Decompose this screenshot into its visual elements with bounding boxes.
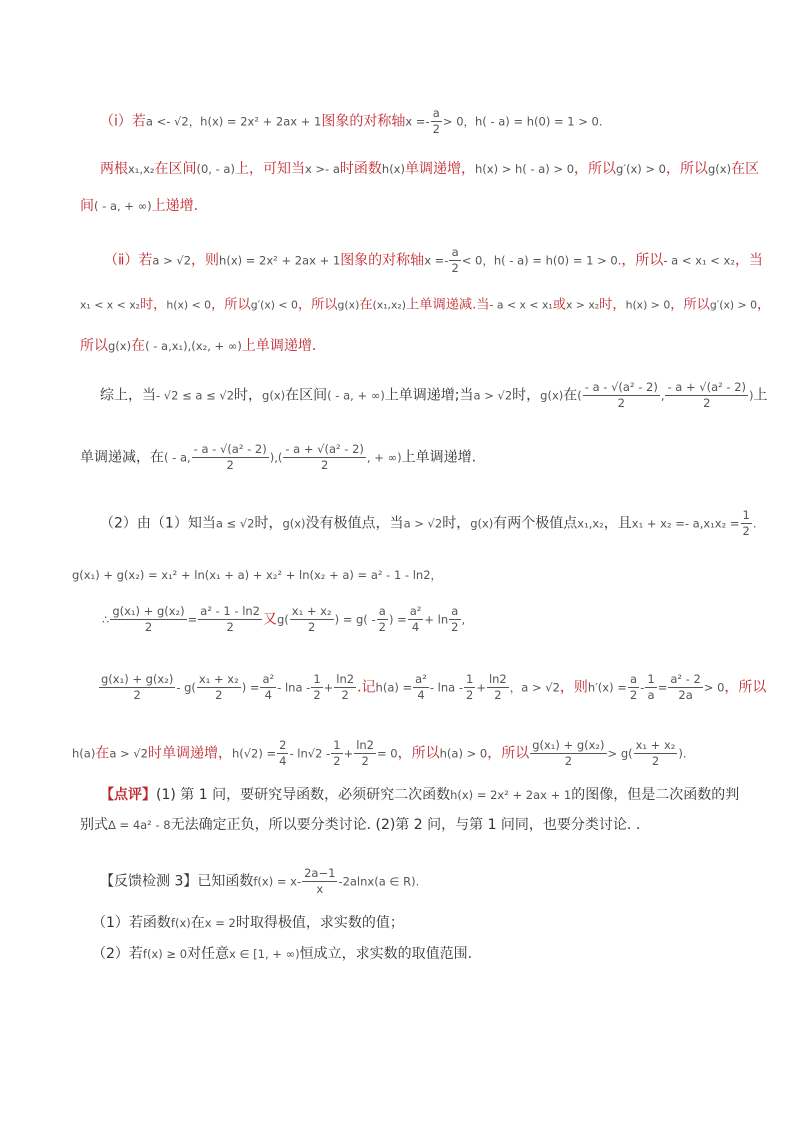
math-segment: x₁,x₂ [577, 516, 604, 531]
text-segment: ，当 [734, 252, 763, 269]
root-fraction [583, 380, 660, 411]
text-segment: 没有极值点，当 [305, 515, 404, 532]
fraction-numerator: a [628, 672, 639, 688]
text-segment: 上单调递增. [401, 449, 477, 466]
math-segment: ， [509, 680, 522, 695]
root-fraction [192, 442, 269, 473]
fraction-denominator: x [316, 882, 324, 896]
math-segment: . [752, 516, 757, 531]
fraction-denominator: 2 [341, 688, 349, 702]
text-segment: 时， [442, 515, 471, 532]
case1-line-2 [100, 160, 759, 178]
feedback-label: 【反馈检测 3】已知函数 [100, 873, 254, 890]
text-segment: (1) 第 1 问，要研究导函数，必须研究二次函数 [156, 787, 451, 803]
text-segment: 在 [95, 745, 110, 762]
equation-1: g(x₁) + g(x₂) = x₁² + ln(x₁ + a) + x₂² + ln(x₂ + a) = a² - 1 - ln2， [72, 568, 443, 582]
math-segment: f(x) = x- [253, 874, 302, 889]
math-segment: a > √2 [403, 516, 443, 531]
fraction [408, 604, 424, 635]
math-segment: ),( [269, 450, 283, 465]
math-segment: g( [277, 612, 289, 627]
text-segment: ，且 [603, 515, 632, 532]
case2-line-2 [80, 296, 770, 313]
text-segment: （2）由（1）知当 [100, 515, 216, 532]
fraction-denominator: 2 [378, 620, 386, 634]
text-segment: 上单调递增;当 [384, 387, 474, 404]
fraction-numerator: a [431, 106, 442, 122]
text-segment: 间 [80, 198, 94, 214]
text-segment: 或 [552, 296, 566, 313]
fraction-numerator: x₁ + x₂ [198, 672, 239, 686]
math-segment: , [660, 388, 665, 403]
equation-3 [98, 672, 766, 703]
therefore-symbol: ∴ [102, 612, 110, 627]
math-segment: x₁,x₂ [128, 162, 155, 176]
text-segment: 在 [359, 296, 373, 313]
fraction-numerator: 1 [742, 508, 750, 522]
math-segment: Δ = 4a² - 8 [108, 818, 171, 832]
fraction-denominator: 2 [451, 261, 459, 275]
fraction-denominator: 2 [703, 396, 711, 410]
fraction [645, 672, 656, 703]
fraction [354, 738, 376, 769]
fraction-denominator: a [647, 688, 655, 702]
fraction [530, 738, 606, 769]
fraction-numerator: x₁ + x₂ [635, 738, 676, 752]
text-segment: 综上，当 [100, 387, 156, 404]
fraction-numerator: a² - 2 [670, 672, 701, 686]
fraction-denominator: 2 [564, 754, 573, 768]
case1-line [100, 106, 603, 137]
text-segment: 在 [131, 338, 146, 354]
fraction-numerator: - a - √(a² - 2) [584, 380, 658, 394]
text-segment: 两根 [100, 161, 128, 177]
case1-axis-post: > 0，h( - a) = h(0) = 1 > 0. [442, 114, 603, 129]
text-segment: 在 [190, 915, 205, 931]
fraction-numerator: ln2 [488, 672, 507, 686]
fraction-denominator: 4 [417, 688, 425, 702]
math-segment: g′(x) < 0 [250, 297, 298, 312]
text-segment: 在区间 [154, 161, 197, 177]
feedback-question-2 [92, 945, 472, 963]
fraction [198, 604, 262, 635]
fraction [197, 672, 241, 703]
text-segment: （2）若 [92, 946, 143, 962]
text-segment: ，则 [191, 252, 220, 269]
fraction-denominator: 2 [629, 688, 638, 702]
fraction-numerator: g(x₁) + g(x₂) [532, 738, 605, 752]
text-segment: ，所以 [621, 252, 664, 269]
math-segment: h′(x) = [587, 680, 627, 695]
fraction-numerator: g(x₁) + g(x₂) [101, 672, 174, 686]
equation-4 [72, 738, 687, 769]
text-segment: 有两个极值点 [493, 515, 578, 532]
fraction [628, 672, 639, 703]
fraction-numerator: - a + √(a² - 2) [285, 442, 364, 456]
text-segment: 上，可知当 [234, 161, 305, 177]
math-segment: > g( [607, 746, 633, 761]
feedback-heading [100, 866, 419, 897]
math-segment: a ≤ √2 [215, 516, 255, 531]
root-fraction [283, 442, 366, 473]
fraction [464, 672, 475, 703]
text-segment: ，则 [559, 679, 588, 696]
fraction [99, 672, 175, 703]
math-segment: - g( [176, 680, 196, 695]
math-segment: > 0 [703, 680, 725, 695]
comment-line-2 [80, 816, 640, 834]
math-segment: f(x) [170, 916, 191, 930]
math-segment: + ln [424, 612, 449, 627]
text-segment: 在区间 [285, 387, 328, 404]
fraction-numerator: 2a−1 [304, 866, 336, 880]
math-segment: ( - a, [164, 450, 191, 465]
case1-condition: a <- √2 [145, 114, 189, 129]
text-segment: 时， [254, 515, 283, 532]
comment-line [100, 786, 739, 804]
math-segment: x > x₂ [565, 297, 600, 312]
math-segment: h(x) > 0 [625, 297, 671, 312]
math-segment: + [476, 680, 486, 695]
summary-line [100, 380, 768, 411]
math-segment: a > √2 [109, 746, 148, 761]
case2-hx: h(x) = 2x² + 2ax + 1 [219, 253, 341, 268]
fraction-numerator: 2 [279, 738, 287, 752]
text-segment: 在区 [731, 161, 760, 177]
fraction-numerator: x₁ + x₂ [291, 604, 332, 618]
text-segment: 上单调递减.当 [406, 296, 490, 313]
text-segment: ，所以 [211, 296, 251, 313]
case2-label: （ⅱ）若 [104, 252, 153, 269]
math-segment: a > √2 [521, 680, 560, 695]
text-segment: 所以 [80, 338, 108, 354]
text-segment: 又 [263, 611, 277, 628]
fraction-numerator: 1 [647, 672, 655, 686]
fraction [331, 738, 342, 769]
fraction-denominator: 2 [651, 754, 660, 768]
case1-axis-label: 图象的对称轴 [321, 113, 406, 130]
fraction [260, 672, 276, 703]
text-segment: （1）若函数 [92, 915, 171, 931]
case1-hx: ，h(x) = 2x² + 2ax + 1 [188, 114, 322, 129]
math-segment: x₁ + x₂ =- a,x₁x₂ = [631, 516, 740, 531]
fraction-denominator: 2 [494, 688, 502, 702]
math-segment: ( [577, 388, 582, 403]
fraction-numerator: ln2 [336, 672, 355, 686]
fraction-numerator: 1 [465, 672, 474, 686]
math-segment: ( - a, + ∞) [94, 199, 152, 213]
fraction-denominator: 2 [333, 754, 341, 768]
fraction-denominator: 2 [313, 688, 321, 702]
math-segment: h(x) > h( - a) > 0 [474, 162, 575, 176]
text-segment: 无法确定正负，所以要分类讨论. (2)第 2 问，与第 1 问同，也要分类讨论. . [170, 817, 641, 833]
root-fraction [665, 380, 748, 411]
fraction-denominator: 2 [144, 620, 153, 634]
math-segment: h(a) = [375, 680, 413, 695]
math-segment: -2alnx(a ∈ R). [338, 874, 420, 889]
text-segment: 单调递增， [404, 161, 475, 177]
math-segment: , + ∞) [366, 450, 402, 465]
comment-label: 【点评】 [100, 787, 156, 803]
text-segment: 的图像，但是二次函数的判 [571, 787, 740, 803]
fraction-denominator: 4 [264, 688, 272, 702]
math-segment: g′(x) > 0 [709, 297, 758, 312]
fraction-numerator: 1 [333, 738, 341, 752]
math-segment: g(x) [708, 162, 732, 176]
math-segment: ) = [388, 612, 407, 627]
math-segment: f(x) ≥ 0 [142, 947, 188, 961]
math-segment: x = 2 [204, 916, 236, 930]
fraction [110, 604, 186, 635]
math-segment: g(x) [262, 388, 286, 403]
fraction-numerator: 1 [313, 672, 321, 686]
math-segment: h(a) > 0 [439, 746, 488, 761]
text-segment: ，所以 [487, 745, 530, 762]
fraction-numerator: a [377, 604, 388, 620]
math-segment: ( - a,x₁),(x₂, + ∞) [145, 339, 242, 353]
text-segment: 时， [599, 296, 626, 313]
text-segment: 上单调递增. [241, 338, 317, 354]
case2-line [104, 245, 763, 276]
math-segment: - ln√2 - [289, 746, 331, 761]
case1-line-3 [80, 197, 198, 215]
equation-2 [102, 604, 465, 635]
text-segment: ，所以 [666, 161, 708, 177]
case1-axis-pre: x =- [405, 114, 430, 129]
math-segment: g(x) [337, 297, 360, 312]
case2-condition: a > √2 [152, 253, 192, 268]
text-segment: ，所以 [574, 161, 617, 177]
fraction-numerator: - a + √(a² - 2) [667, 380, 747, 394]
fraction [668, 672, 702, 703]
math-segment: = [187, 612, 198, 627]
fraction [377, 604, 388, 635]
fraction-numerator: a² [409, 604, 422, 618]
fraction-denominator: 2 [226, 620, 234, 634]
fraction-denominator: 4 [411, 620, 420, 634]
math-segment: - a < x < x₁ [489, 297, 553, 312]
text-segment: ，所以 [724, 679, 767, 696]
fraction [302, 866, 337, 897]
feedback-question-1 [92, 914, 404, 932]
math-segment: ) [749, 388, 754, 403]
text-segment: ，所以 [397, 745, 440, 762]
math-segment: , [461, 612, 466, 627]
fraction-denominator: 2 [742, 524, 750, 538]
math-segment: = 0 [377, 746, 398, 761]
math-segment: ( - a, + ∞) [327, 388, 385, 403]
case1-label: （ⅰ）若 [100, 113, 146, 130]
math-segment: < 0，h( - a) = h(0) = 1 > 0. [461, 253, 622, 268]
text-segment: 时， [234, 387, 263, 404]
fraction-denominator: 2 [226, 458, 234, 472]
fraction-denominator: 2 [308, 620, 316, 634]
text-segment: 恒成立，求实数的取值范围. [299, 946, 473, 962]
text-segment: 对任意 [187, 946, 230, 962]
text-segment: 别式 [80, 817, 108, 833]
math-segment: - [640, 680, 645, 695]
math-segment: (0, - a) [196, 162, 235, 176]
math-segment: g(x) [470, 516, 494, 531]
text-segment: 时函数 [339, 161, 382, 177]
math-segment: = [657, 680, 668, 695]
math-segment: g(x) [540, 388, 564, 403]
math-segment: h(x) [381, 162, 405, 176]
text-segment: 时单调递增， [147, 745, 232, 762]
math-segment: a > √2 [473, 388, 513, 403]
case2-axis-label: 图象的对称轴 [340, 252, 425, 269]
math-segment: g′(x) > 0 [616, 162, 666, 176]
fraction-denominator: 4 [279, 754, 287, 768]
math-segment: - √2 ≤ a ≤ √2 [156, 388, 235, 403]
fraction [311, 672, 322, 703]
fraction [487, 672, 509, 703]
fraction [449, 604, 460, 635]
fraction-numerator: a² - 1 - ln2 [200, 604, 260, 618]
math-segment: x >- a [304, 162, 340, 176]
math-segment: x =- [424, 253, 449, 268]
math-segment: h(√2) = [231, 746, 277, 761]
fraction-denominator: 2 [617, 396, 625, 410]
text-segment: 时取得极值，求实数的值； [235, 915, 404, 931]
text-segment: ， [757, 296, 771, 313]
fraction-denominator: 2 [133, 688, 141, 702]
fraction-denominator: 2 [320, 458, 329, 472]
fraction-numerator: g(x₁) + g(x₂) [112, 604, 185, 618]
fraction-denominator: 2 [361, 754, 369, 768]
math-segment: g(x) [282, 516, 306, 531]
math-segment: h(a) [72, 746, 96, 761]
case2-axis-fraction [449, 245, 460, 276]
fraction-numerator: - a - √(a² - 2) [193, 442, 267, 456]
fraction [334, 672, 356, 703]
case1-axis-fraction [431, 106, 442, 137]
fraction [290, 604, 334, 635]
math-segment: + [343, 746, 354, 761]
math-segment: (x₁,x₂) [372, 297, 407, 312]
text-segment: 在 [563, 387, 578, 404]
summary-line-2 [80, 442, 476, 473]
math-segment: h(x) < 0 [166, 297, 212, 312]
text-segment: ，所以 [670, 296, 710, 313]
math-segment: ) = g( - [334, 612, 376, 627]
math-segment: + [323, 680, 334, 695]
math-segment: x ∈ [1, + ∞) [229, 947, 300, 961]
text-segment: .记 [357, 679, 376, 696]
fraction-denominator: 2 [465, 688, 474, 702]
text-segment: 上 [753, 387, 768, 404]
part2-line [100, 508, 756, 539]
text-segment: ，所以 [297, 296, 338, 313]
fraction-denominator: 2a [678, 688, 693, 702]
math-segment: x₁ < x < x₂ [80, 297, 140, 312]
fraction-denominator: 2 [215, 688, 223, 702]
fraction-numerator: a² [415, 672, 427, 686]
math-segment: - a < x₁ < x₂ [663, 253, 735, 268]
math-segment: - lna - [429, 680, 463, 695]
fraction-denominator: 2 [451, 620, 459, 634]
math-segment: - lna - [277, 680, 311, 695]
text-segment: 上递增. [151, 198, 199, 214]
fraction-numerator: ln2 [356, 738, 375, 752]
math-segment: ) = [241, 680, 260, 695]
fraction [277, 738, 288, 769]
math-segment: g(x) [108, 339, 132, 353]
math-segment: ). [678, 746, 687, 761]
fraction-numerator: a² [262, 672, 275, 686]
fraction [634, 738, 678, 769]
case2-line-3 [80, 337, 316, 355]
half-fraction [741, 508, 752, 539]
text-segment: 时， [512, 387, 541, 404]
text-segment: 时， [139, 296, 167, 313]
fraction-numerator: a [449, 604, 460, 620]
fraction [413, 672, 429, 703]
math-segment: h(x) = 2x² + 2ax + 1 [450, 788, 572, 802]
text-segment: 单调递减，在 [80, 449, 164, 466]
fraction-numerator: a [449, 245, 460, 261]
fraction-denominator: 2 [432, 122, 440, 136]
